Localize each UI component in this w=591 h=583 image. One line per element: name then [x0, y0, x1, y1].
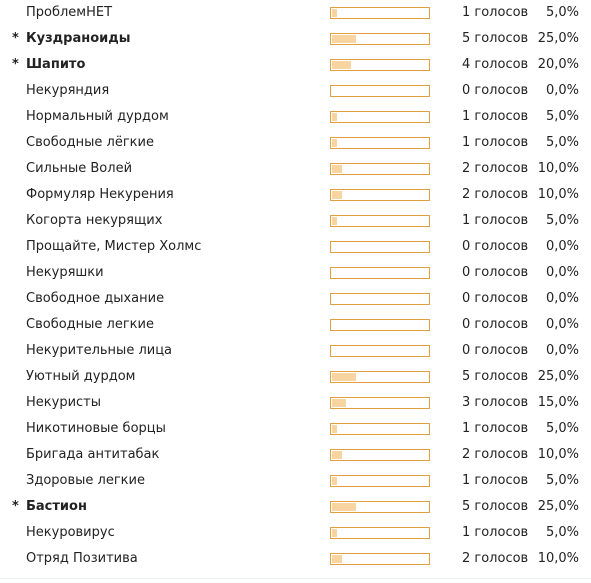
vote-percent: 0,0%	[545, 343, 579, 358]
vote-share-bar	[330, 33, 430, 45]
vote-percent: 10,0%	[537, 447, 579, 462]
leader-star-marker: *	[12, 31, 19, 46]
poll-option-row	[0, 312, 591, 338]
vote-percent: 25,0%	[537, 31, 579, 46]
option-name: Прощайте, Мистер Холмс	[26, 239, 202, 254]
poll-option-row	[0, 390, 591, 416]
option-name: Свободные легкие	[26, 317, 154, 332]
poll-option-row	[0, 546, 591, 572]
vote-share-bar	[330, 527, 430, 539]
vote-share-bar	[330, 267, 430, 279]
vote-percent: 5,0%	[545, 421, 579, 436]
vote-percent: 20,0%	[537, 57, 579, 72]
vote-share-bar	[330, 345, 430, 357]
option-name: Никотиновые борцы	[26, 421, 166, 436]
vote-share-bar-fill	[332, 529, 337, 537]
vote-share-bar-fill	[332, 451, 342, 459]
vote-share-bar	[330, 293, 430, 305]
vote-percent: 10,0%	[537, 187, 579, 202]
leader-star-marker: *	[12, 499, 19, 514]
option-name: Когорта некурящих	[26, 213, 163, 228]
poll-option-row	[0, 0, 591, 26]
vote-share-bar	[330, 449, 430, 461]
option-name: Некурительные лица	[26, 343, 173, 358]
vote-share-bar-fill	[332, 191, 342, 199]
vote-share-bar-fill	[332, 139, 337, 147]
vote-share-bar	[330, 397, 430, 409]
vote-share-bar-fill	[332, 477, 337, 485]
vote-percent: 5,0%	[545, 5, 579, 20]
vote-count: 5 голосов	[462, 369, 529, 384]
vote-share-bar-fill	[332, 165, 342, 173]
vote-count: 1 голосов	[462, 109, 529, 124]
vote-share-bar	[330, 241, 430, 253]
vote-share-bar	[330, 371, 430, 383]
vote-count: 1 голосов	[462, 5, 529, 20]
option-name: Куздраноиды	[26, 31, 131, 46]
vote-share-bar	[330, 319, 430, 331]
vote-count: 1 голосов	[462, 473, 529, 488]
vote-count: 0 голосов	[462, 83, 529, 98]
poll-option-row	[0, 520, 591, 546]
vote-share-bar-fill	[332, 425, 337, 433]
vote-count: 1 голосов	[462, 421, 529, 436]
vote-count: 3 голосов	[462, 395, 529, 410]
vote-percent: 5,0%	[545, 213, 579, 228]
poll-option-row	[0, 468, 591, 494]
vote-share-bar	[330, 7, 430, 19]
vote-share-bar-fill	[332, 373, 356, 381]
vote-count: 0 голосов	[462, 317, 529, 332]
vote-share-bar	[330, 475, 430, 487]
poll-option-row	[0, 338, 591, 364]
vote-count: 4 голосов	[462, 57, 529, 72]
vote-percent: 15,0%	[537, 395, 579, 410]
poll-option-row	[0, 130, 591, 156]
poll-option-row	[0, 104, 591, 130]
vote-percent: 0,0%	[545, 83, 579, 98]
vote-share-bar-fill	[332, 555, 342, 563]
option-name: Свободное дыхание	[26, 291, 165, 306]
option-name: Отряд Позитива	[26, 551, 138, 566]
vote-share-bar	[330, 137, 430, 149]
vote-share-bar	[330, 189, 430, 201]
poll-option-row	[0, 494, 591, 520]
poll-option-row	[0, 78, 591, 104]
option-name: Некуровирус	[26, 525, 115, 540]
option-name: Шапито	[26, 57, 86, 72]
vote-share-bar	[330, 501, 430, 513]
poll-option-row	[0, 156, 591, 182]
poll-option-row	[0, 182, 591, 208]
vote-count: 1 голосов	[462, 135, 529, 150]
vote-percent: 10,0%	[537, 161, 579, 176]
option-name: Формуляр Некурения	[26, 187, 174, 202]
vote-count: 2 голосов	[462, 551, 529, 566]
bottom-divider	[0, 578, 591, 579]
vote-share-bar-fill	[332, 61, 351, 69]
poll-option-row	[0, 234, 591, 260]
vote-count: 1 голосов	[462, 213, 529, 228]
vote-percent: 25,0%	[537, 369, 579, 384]
option-name: ПроблемНЕТ	[26, 5, 113, 20]
poll-option-row	[0, 260, 591, 286]
option-name: Некуряшки	[26, 265, 104, 280]
vote-share-bar-fill	[332, 399, 346, 407]
option-name: Бастион	[26, 499, 87, 514]
option-name: Уютный дурдом	[26, 369, 136, 384]
vote-share-bar	[330, 553, 430, 565]
option-name: Бригада антитабак	[26, 447, 160, 462]
vote-share-bar	[330, 215, 430, 227]
vote-percent: 5,0%	[545, 525, 579, 540]
vote-count: 0 голосов	[462, 265, 529, 280]
vote-share-bar-fill	[332, 113, 337, 121]
vote-count: 2 голосов	[462, 161, 529, 176]
vote-share-bar-fill	[332, 217, 337, 225]
vote-percent: 10,0%	[537, 551, 579, 566]
vote-count: 2 голосов	[462, 447, 529, 462]
option-name: Здоровые легкие	[26, 473, 145, 488]
vote-percent: 5,0%	[545, 135, 579, 150]
vote-count: 0 голосов	[462, 343, 529, 358]
vote-share-bar	[330, 85, 430, 97]
vote-share-bar	[330, 423, 430, 435]
vote-percent: 5,0%	[545, 109, 579, 124]
option-name: Некуряндия	[26, 83, 110, 98]
vote-count: 5 голосов	[462, 31, 529, 46]
vote-percent: 0,0%	[545, 291, 579, 306]
vote-percent: 5,0%	[545, 473, 579, 488]
vote-percent: 25,0%	[537, 499, 579, 514]
vote-count: 0 голосов	[462, 291, 529, 306]
poll-option-row	[0, 52, 591, 78]
option-name: Некуристы	[26, 395, 102, 410]
vote-share-bar-fill	[332, 503, 356, 511]
option-name: Сильные Волей	[26, 161, 133, 176]
vote-share-bar-fill	[332, 9, 337, 17]
poll-option-row	[0, 416, 591, 442]
vote-count: 1 голосов	[462, 525, 529, 540]
vote-percent: 0,0%	[545, 317, 579, 332]
poll-option-row	[0, 364, 591, 390]
vote-share-bar-fill	[332, 35, 356, 43]
vote-share-bar	[330, 111, 430, 123]
vote-count: 2 голосов	[462, 187, 529, 202]
vote-percent: 0,0%	[545, 239, 579, 254]
poll-option-row	[0, 26, 591, 52]
vote-percent: 0,0%	[545, 265, 579, 280]
leader-star-marker: *	[12, 57, 19, 72]
poll-option-row	[0, 286, 591, 312]
vote-count: 5 голосов	[462, 499, 529, 514]
vote-share-bar	[330, 163, 430, 175]
poll-option-row	[0, 442, 591, 468]
option-name: Нормальный дурдом	[26, 109, 169, 124]
poll-option-row	[0, 208, 591, 234]
vote-count: 0 голосов	[462, 239, 529, 254]
option-name: Свободные лёгкие	[26, 135, 154, 150]
vote-share-bar	[330, 59, 430, 71]
